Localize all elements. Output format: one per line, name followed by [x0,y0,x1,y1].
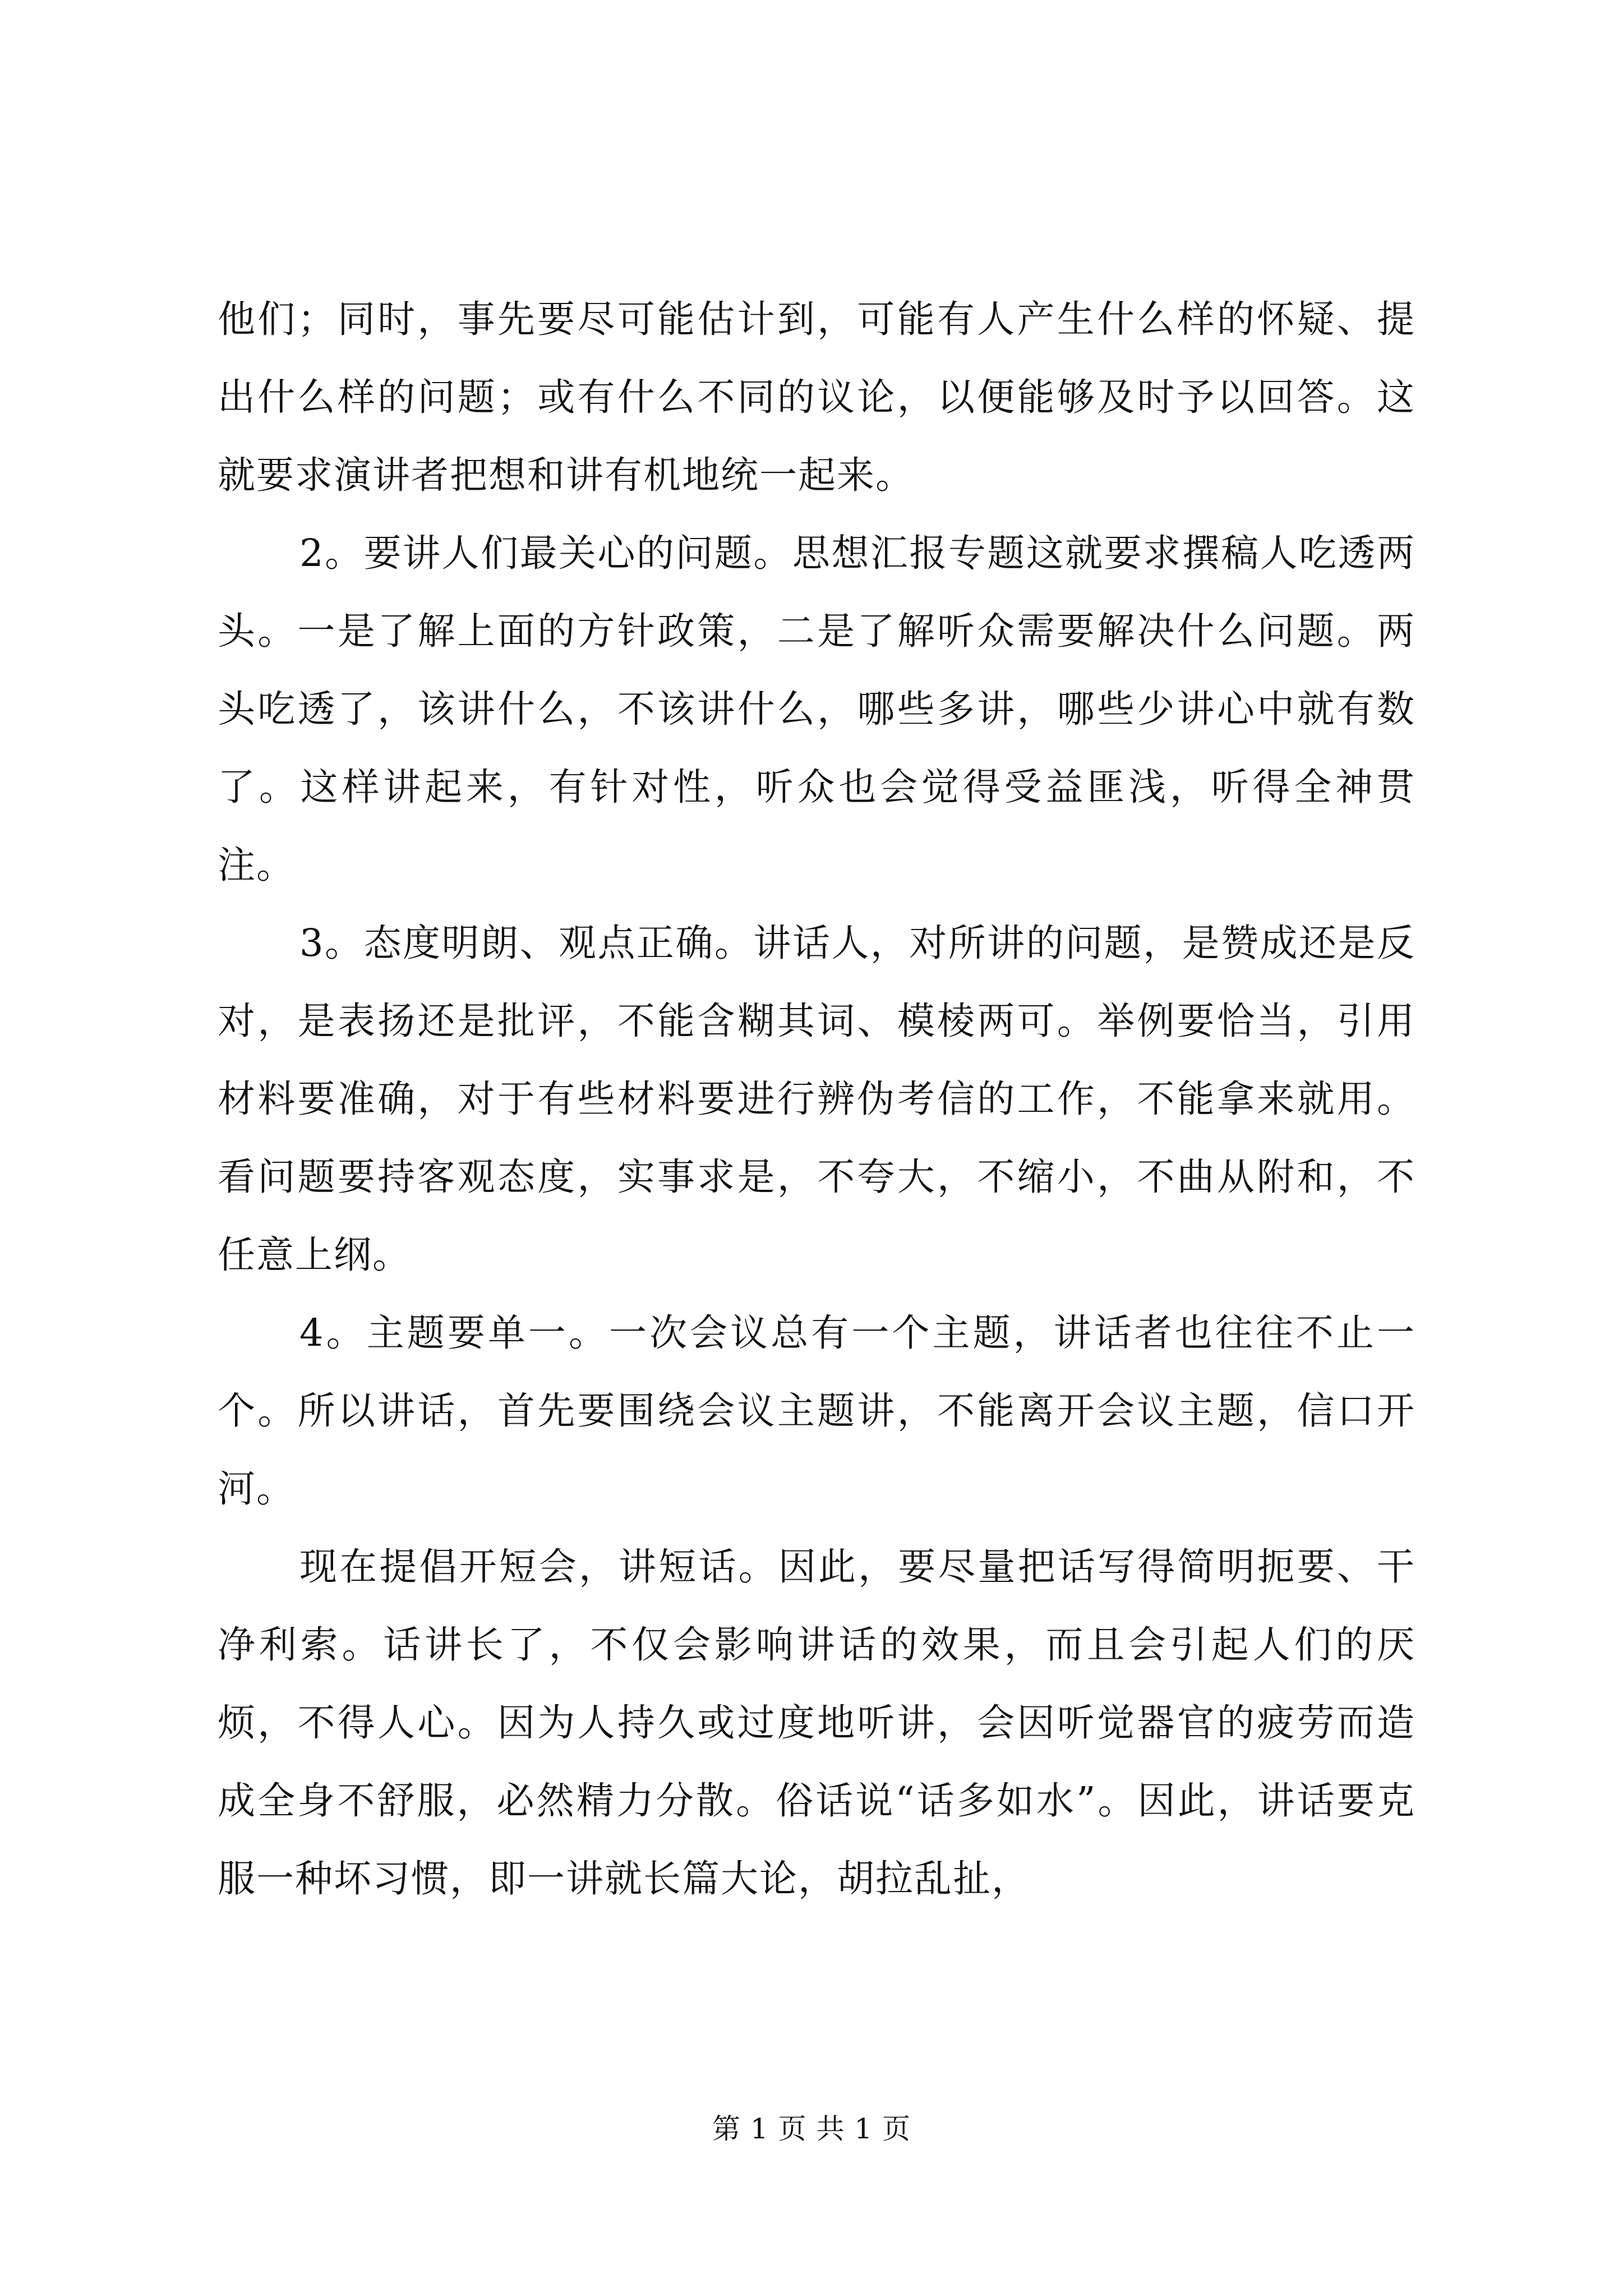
paragraph: 3。态度明朗、观点正确。讲话人，对所讲的问题，是赞成还是反对，是表扬还是批评，不能含糊其词、模棱两可。举例要恰当，引用材料要准确，对于有些材料要进行辨伪考信的工作，不能拿来就用。看问题要持客观态度，实事求是，不夸大，不缩小，不曲从附和，不任意上纲。 [218,921,1415,1277]
paragraph: 4。主题要单一。一次会议总有一个主题，讲话者也往往不止一个。所以讲话，首先要围绕会议主题讲，不能离开会议主题，信口开河。 [218,1311,1415,1511]
paragraph: 2。要讲人们最关心的问题。思想汇报专题这就要求撰稿人吃透两头。一是了解上面的方针政策，二是了解听众需要解决什么问题。两头吃透了，该讲什么，不该讲什么，哪些多讲，哪些少讲心中就有数了。这样讲起来，有针对性，听众也会觉得受益匪浅，听得全神贯注。 [218,531,1415,887]
page-footer: 第 1 页 共 1 页 [712,2113,911,2145]
paragraph: 现在提倡开短会，讲短话。因此，要尽量把话写得简明扼要、干净利索。话讲长了，不仅会影响讲话的效果，而且会引起人们的厌烦，不得人心。因为人持久或过度地听讲，会因听觉器官的疲劳而造成全身不舒服，必然精力分散。俗话说“话多如水”。因此，讲话要克服一种坏习惯，即一讲就长篇大论，胡拉乱扯， [218,1545,1415,1901]
paragraph: 他们；同时，事先要尽可能估计到，可能有人产生什么样的怀疑、提出什么样的问题；或有什么不同的议论，以便能够及时予以回答。这就要求演讲者把想和讲有机地统一起来。 [218,297,1415,497]
document-body [218,280,1415,1918]
